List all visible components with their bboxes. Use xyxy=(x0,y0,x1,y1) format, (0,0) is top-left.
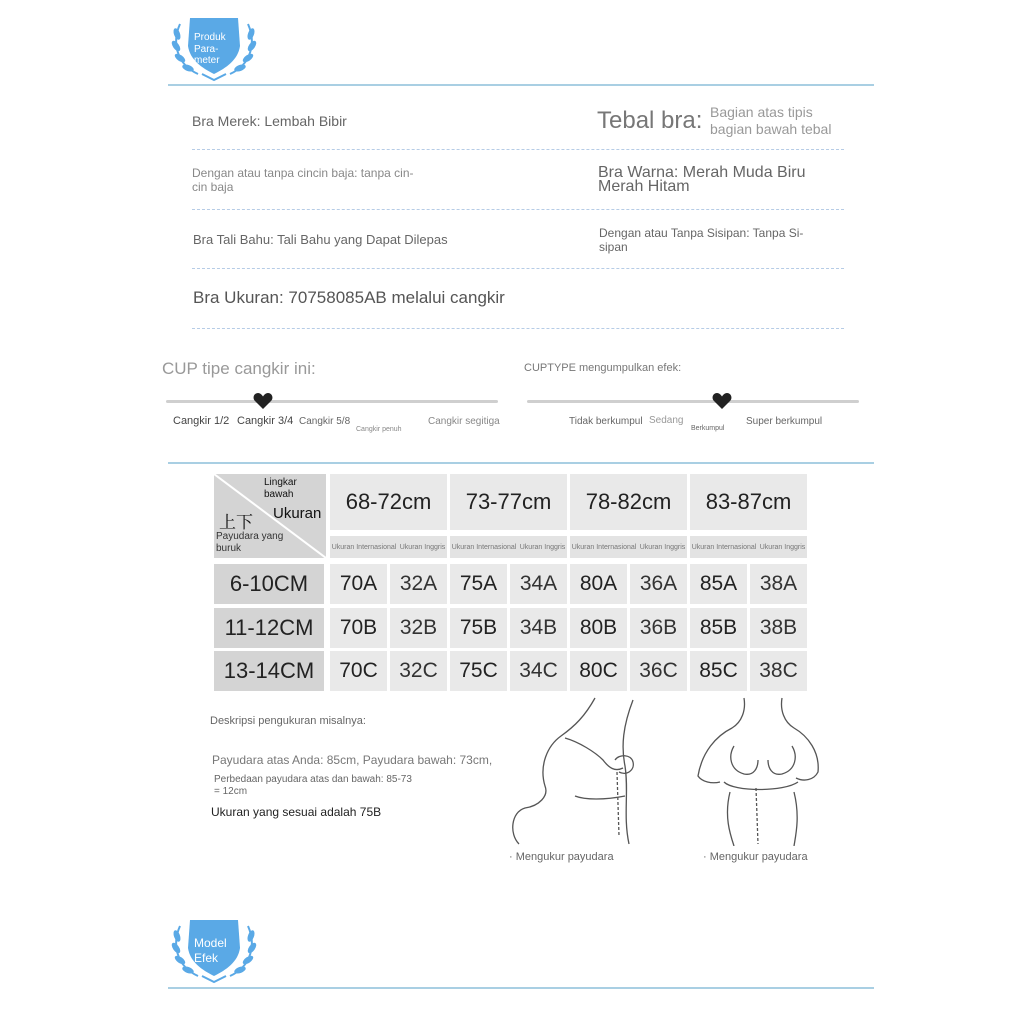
measure-line-2a: Perbedaan payudara atas dan bawah: 85-73 xyxy=(214,774,412,785)
cup-title: CUP tipe cangkir ini: xyxy=(162,359,316,378)
param-cincin-1: Dengan atau tanpa cincin baja: tanpa cin- xyxy=(192,166,414,180)
cup-tick-half: Cangkir 1/2 xyxy=(173,415,230,427)
sub-header-intl: Ukuran Internasional xyxy=(451,543,517,551)
sub-header-intl: Ukuran Internasional xyxy=(571,543,637,551)
produk-parameter-badge xyxy=(168,12,260,82)
param-tebal-value-2: bagian bawah tebal xyxy=(710,121,832,137)
cup-heart-icon xyxy=(253,392,273,410)
range-header: 73-77cm xyxy=(450,474,567,530)
cup-tick-full: Cangkir penuh xyxy=(356,426,402,433)
size-cell: 32C xyxy=(390,651,447,691)
param-tebal-label: Tebal bra: xyxy=(597,107,703,134)
corner-ukuran: Ukuran xyxy=(273,505,322,522)
param-sisipan-2: sipan xyxy=(599,240,628,254)
divider xyxy=(192,328,844,329)
range-header: 83-87cm xyxy=(690,474,807,530)
size-cell: 75A xyxy=(450,564,507,604)
size-cell: 80A xyxy=(570,564,627,604)
size-cell: 34A xyxy=(510,564,567,604)
size-cell: 38A xyxy=(750,564,807,604)
sub-header xyxy=(570,536,687,558)
cuptype-heart-icon xyxy=(712,392,732,410)
sub-header-uk: Ukuran Inggris xyxy=(639,543,686,551)
sub-header-uk: Ukuran Inggris xyxy=(519,543,566,551)
caption-measure-1: · Mengukur payudara xyxy=(509,851,614,863)
measure-line-3: Ukuran yang sesuai adalah 75B xyxy=(211,805,382,819)
divider xyxy=(192,268,844,269)
size-cell: 70B xyxy=(330,608,387,648)
size-cell: 32A xyxy=(390,564,447,604)
size-cell: 85B xyxy=(690,608,747,648)
cup-tick-three-quarter: Cangkir 3/4 xyxy=(237,415,294,427)
caption-measure-2: · Mengukur payudara xyxy=(703,851,808,863)
row-label: 11-12CM xyxy=(214,608,324,648)
range-header: 78-82cm xyxy=(570,474,687,530)
model-efek-badge xyxy=(168,914,260,984)
sub-header-intl: Ukuran Internasional xyxy=(331,543,397,551)
size-cell: 36B xyxy=(630,608,687,648)
measure-line-2b: = 12cm xyxy=(214,786,248,797)
sub-header xyxy=(450,536,567,558)
size-cell: 80B xyxy=(570,608,627,648)
figure-side-measure xyxy=(505,696,645,846)
size-cell: 85A xyxy=(690,564,747,604)
size-cell: 34B xyxy=(510,608,567,648)
badge-line-2: Efek xyxy=(194,951,219,965)
cuptype-title: CUPTYPE mengumpulkan efek: xyxy=(524,362,682,374)
param-warna-1: Bra Warna: Merah Muda Biru xyxy=(598,164,806,181)
badge-line-1: Produk xyxy=(194,32,226,43)
param-warna-2: Merah Hitam xyxy=(598,178,690,195)
measure-title: Deskripsi pengukuran misalnya: xyxy=(210,715,366,727)
range-header: 68-72cm xyxy=(330,474,447,530)
figure-front-measure xyxy=(694,696,824,846)
badge-line-3: meter xyxy=(194,55,220,66)
cuptype-tick-medium: Sedang xyxy=(649,415,684,426)
corner-payudara: Payudara yang buruk xyxy=(216,531,284,554)
badge-line-1: Model xyxy=(194,936,227,950)
header-rule xyxy=(168,84,874,86)
row-label: 6-10CM xyxy=(214,564,324,604)
size-cell: 34C xyxy=(510,651,567,691)
row-label: 13-14CM xyxy=(214,651,324,691)
size-cell: 36C xyxy=(630,651,687,691)
size-cell: 38C xyxy=(750,651,807,691)
param-ukuran: Bra Ukuran: 70758085AB melalui cangkir xyxy=(193,288,505,307)
size-cell: 32B xyxy=(390,608,447,648)
size-cell: 70A xyxy=(330,564,387,604)
corner-cjk: 上下 xyxy=(219,513,253,532)
divider xyxy=(192,209,844,210)
sub-header-uk: Ukuran Inggris xyxy=(759,543,806,551)
footer-rule xyxy=(168,987,874,989)
sub-header xyxy=(330,536,447,558)
size-cell: 36A xyxy=(630,564,687,604)
size-cell: 75C xyxy=(450,651,507,691)
size-cell: 38B xyxy=(750,608,807,648)
section-rule xyxy=(168,462,874,464)
table-corner xyxy=(214,474,326,558)
param-cincin-2: cin baja xyxy=(192,180,234,194)
badge-line-2: Para- xyxy=(194,44,219,55)
corner-lingkar-bawah: Lingkar bawah xyxy=(264,477,297,500)
param-tebal-value-1: Bagian atas tipis xyxy=(710,104,813,120)
sub-header-uk: Ukuran Inggris xyxy=(399,543,446,551)
cup-tick-triangle: Cangkir segitiga xyxy=(428,416,500,427)
measure-line-1: Payudara atas Anda: 85cm, Payudara bawah: 73cm, xyxy=(212,753,493,767)
size-cell: 70C xyxy=(330,651,387,691)
cup-tick-five-eighth: Cangkir 5/8 xyxy=(299,416,351,427)
cuptype-tick-none: Tidak berkumpul xyxy=(569,416,643,427)
cup-slider-track xyxy=(166,400,498,403)
cuptype-slider-track xyxy=(527,400,859,403)
cuptype-tick-gathered: Berkumpul xyxy=(691,425,725,432)
cuptype-tick-super: Super berkumpul xyxy=(746,416,823,427)
size-cell: 80C xyxy=(570,651,627,691)
size-cell: 85C xyxy=(690,651,747,691)
param-merek: Bra Merek: Lembah Bibir xyxy=(192,113,347,129)
divider xyxy=(192,149,844,150)
param-sisipan-1: Dengan atau Tanpa Sisipan: Tanpa Si- xyxy=(599,226,804,240)
size-cell: 75B xyxy=(450,608,507,648)
sub-header-intl: Ukuran Internasional xyxy=(691,543,757,551)
sub-header xyxy=(690,536,807,558)
param-tali-bahu: Bra Tali Bahu: Tali Bahu yang Dapat Dilepas xyxy=(193,232,448,247)
